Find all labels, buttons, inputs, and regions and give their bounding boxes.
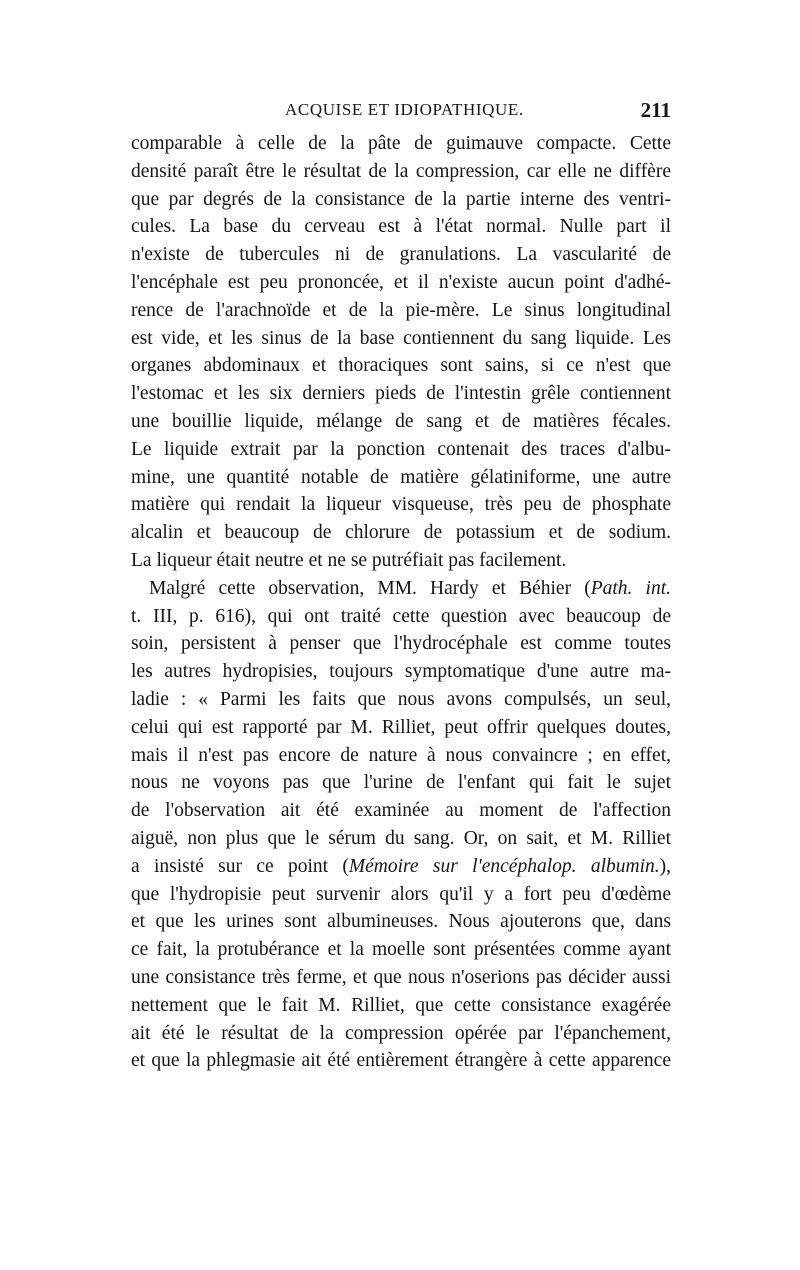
text-line: ladie : « Parmi les faits que nous avons compulsés, un seul, bbox=[131, 688, 671, 710]
text-line: aiguë, non plus que le sérum du sang. Or, on sait, et M. Rilliet bbox=[131, 827, 671, 849]
text-line-with-italic bbox=[131, 575, 671, 603]
body-text bbox=[131, 130, 671, 1075]
text-line: ce fait, la protubérance et la moelle sont présentées comme ayant bbox=[131, 939, 671, 961]
text-line: l'encéphale est peu prononcée, et il n'existe aucun point d'adhé- bbox=[131, 271, 671, 293]
text-line: de l'observation ait été examinée au moment de l'affection bbox=[131, 800, 671, 822]
text-line: que l'hydropisie peut survenir alors qu'il y a fort peu d'œdème bbox=[131, 883, 671, 905]
text-line: matière qui rendait la liqueur visqueuse, très peu de phosphate bbox=[131, 494, 671, 516]
text-line-with-italic bbox=[131, 853, 671, 881]
text-line: comparable à celle de la pâte de guimauve compacte. Cette bbox=[131, 133, 671, 154]
italic-citation: Mémoire sur l'encéphalop. albumin. bbox=[348, 855, 660, 877]
text-line: les autres hydropisies, toujours symptomatique d'une autre ma- bbox=[131, 661, 671, 683]
text-line: rence de l'arachnoïde et de la pie-mère. Le sinus longitudinal bbox=[131, 299, 671, 321]
text-line: et que la phlegmasie ait été entièrement étrangère à cette apparence bbox=[131, 1050, 671, 1072]
text-line: nettement que le fait M. Rilliet, que cette consistance exagérée bbox=[131, 994, 671, 1016]
text-line: mais il n'est pas encore de nature à nous convaincre ; en effet, bbox=[131, 744, 671, 766]
text-line: n'existe de tubercules ni de granulations. La vascularité de bbox=[131, 244, 671, 266]
text-line: nous ne voyons pas que l'urine de l'enfant qui fait le sujet bbox=[131, 772, 671, 794]
text-line: ait été le résultat de la compression opérée par l'épanchement, bbox=[131, 1022, 671, 1044]
text-line: mine, une quantité notable de matière gélatiniforme, une autre bbox=[131, 466, 671, 488]
text-line: est vide, et les sinus de la base contiennent du sang liquide. Les bbox=[131, 327, 671, 349]
text-line: et que les urines sont albumineuses. Nous ajouterons que, dans bbox=[131, 911, 671, 933]
text-line: une bouillie liquide, mélange de sang et de matières fécales. bbox=[131, 410, 671, 432]
text-line: organes abdominaux et thoraciques sont sains, si ce n'est que bbox=[131, 355, 671, 377]
text-segment: ), bbox=[659, 855, 671, 877]
text-line: La liqueur était neutre et ne se putréfiait pas facilement. bbox=[131, 549, 567, 571]
running-title: ACQUISE ET IDIOPATHIQUE. bbox=[285, 100, 524, 119]
running-head bbox=[131, 96, 671, 124]
text-segment: a insisté sur ce point ( bbox=[131, 855, 349, 877]
text-line: t. III, p. 616), qui ont traité cette question avec beaucoup de bbox=[131, 605, 671, 627]
text-line: l'estomac et les six derniers pieds de l'intestin grêle contiennent bbox=[131, 383, 671, 405]
text-line: densité paraît être le résultat de la compression, car elle ne diffère bbox=[131, 160, 671, 182]
text-line: Le liquide extrait par la ponction contenait des traces d'albu- bbox=[131, 438, 671, 460]
page-number: 211 bbox=[640, 98, 671, 122]
text-segment: Malgré cette observation, MM. Hardy et Béhier ( bbox=[149, 577, 591, 599]
text-line: soin, persistent à penser que l'hydrocéphale est comme toutes bbox=[131, 633, 671, 655]
text-line: que par degrés de la consistance de la partie interne des ventri- bbox=[131, 188, 671, 210]
italic-citation: Path. int. bbox=[590, 577, 671, 599]
text-line: une consistance très ferme, et que nous n'oserions pas décider aussi bbox=[131, 966, 671, 988]
text-line: alcalin et beaucoup de chlorure de potassium et de sodium. bbox=[131, 522, 671, 544]
text-line: cules. La base du cerveau est à l'état normal. Nulle part il bbox=[131, 216, 671, 238]
text-line: celui qui est rapporté par M. Rilliet, peut offrir quelques doutes, bbox=[131, 716, 671, 738]
